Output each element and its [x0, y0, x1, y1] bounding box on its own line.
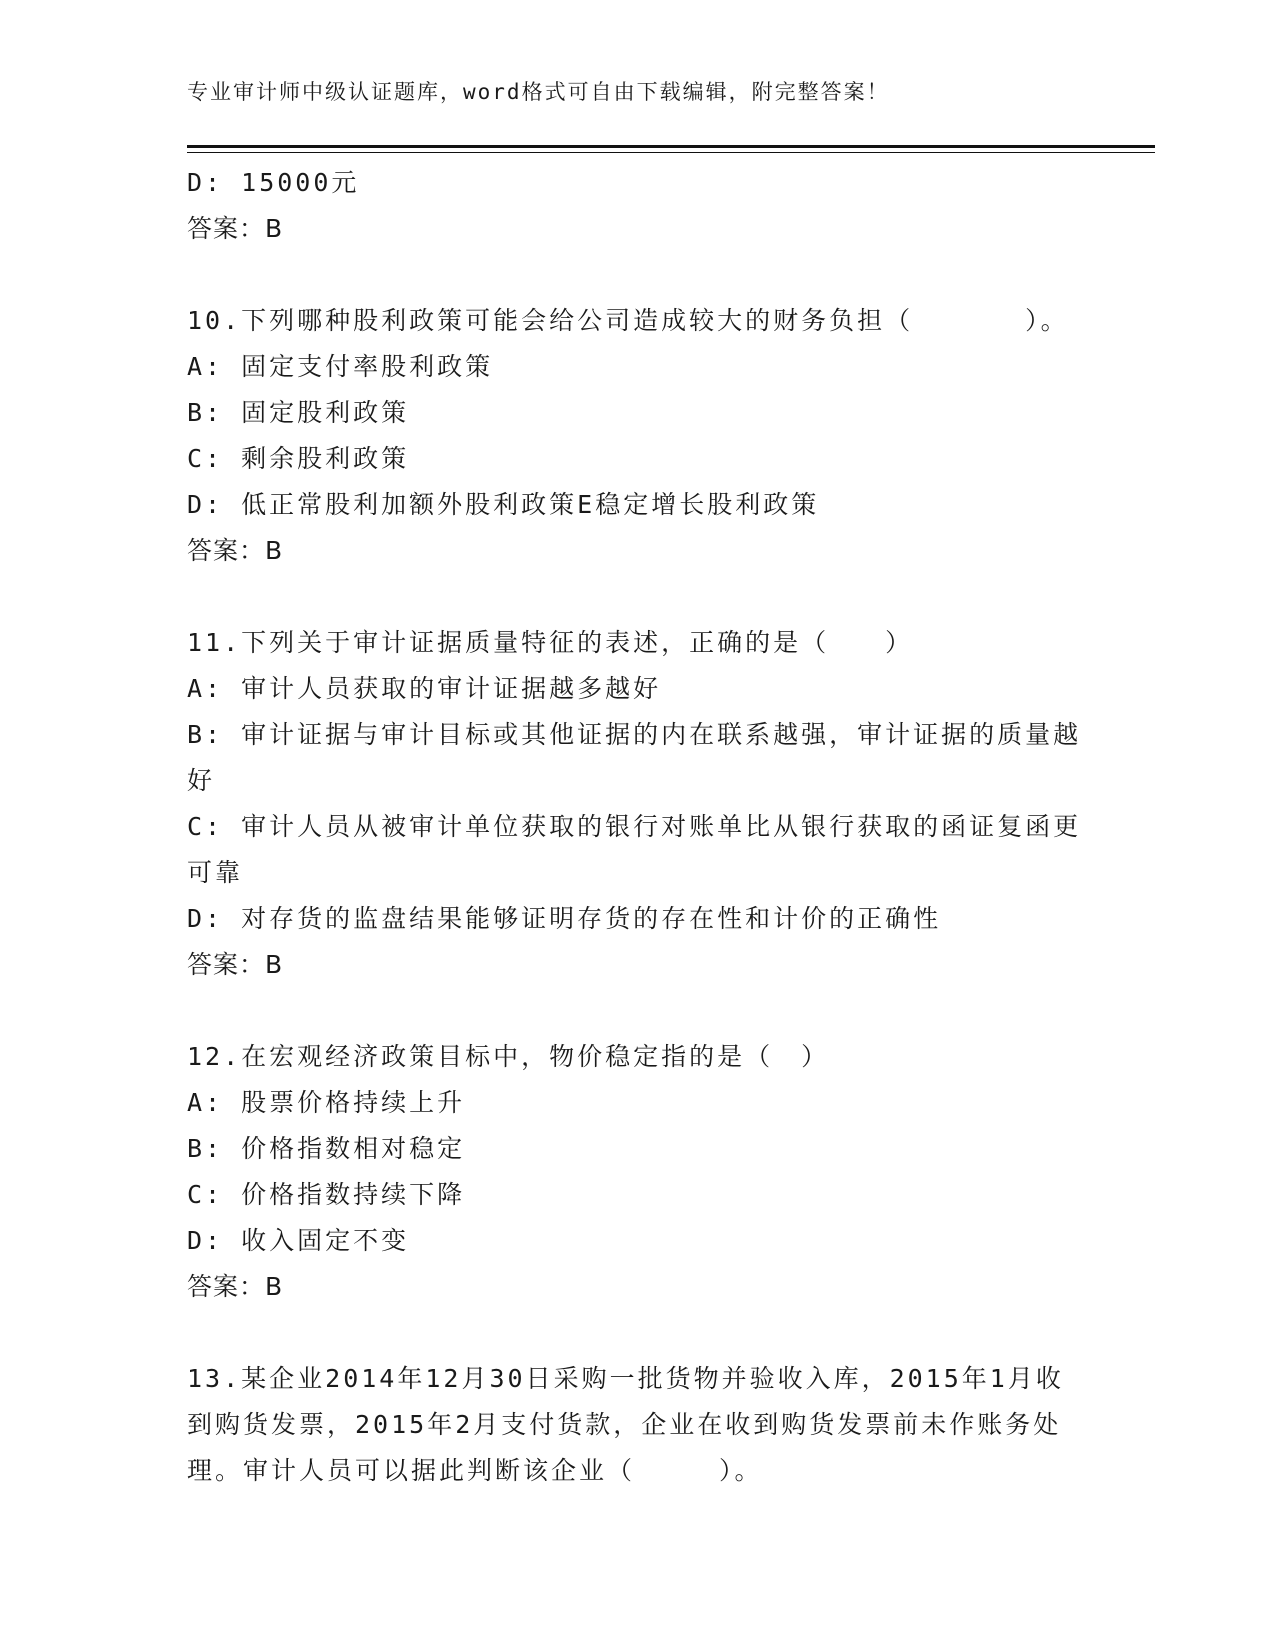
prev-option-d: D: 15000元	[187, 168, 360, 197]
question-stem: 12.在宏观经济政策目标中，物价稳定指的是（ ）	[187, 1042, 830, 1071]
option-d: D: 对存货的监盘结果能够证明存货的存在性和计价的正确性	[187, 904, 942, 933]
answer: 答案：B	[187, 950, 284, 979]
spacer	[187, 252, 1087, 298]
option-c: C: 价格指数持续下降	[187, 1180, 466, 1209]
option-a: A: 股票价格持续上升	[187, 1088, 466, 1117]
option-c: C: 审计人员从被审计单位获取的银行对账单比从银行获取的函证复函更可靠	[187, 812, 1082, 887]
spacer	[187, 988, 1087, 1034]
question-12	[187, 1034, 1087, 1310]
question-11	[187, 620, 1087, 988]
question-stem: 11.下列关于审计证据质量特征的表述，正确的是（ ）	[187, 628, 914, 657]
spacer	[187, 574, 1087, 620]
option-b: B: 审计证据与审计目标或其他证据的内在联系越强，审计证据的质量越好	[187, 720, 1082, 795]
question-stem: 10.下列哪种股利政策可能会给公司造成较大的财务负担（ ）。	[187, 306, 1069, 335]
question-13	[187, 1356, 1087, 1494]
option-b: B: 价格指数相对稳定	[187, 1134, 466, 1163]
page-header: 专业审计师中级认证题库，word格式可自由下载编辑，附完整答案！	[187, 80, 890, 104]
question-stem: 13.某企业2014年12月30日采购一批货物并验收入库，2015年1月收到购货发票，2015年2月支付货款，企业在收到购货发票前未作账务处理。审计人员可以据此判断该企业（ ）。	[187, 1364, 1064, 1485]
answer: 答案：B	[187, 536, 284, 565]
question-10	[187, 298, 1087, 574]
option-a: A: 固定支付率股利政策	[187, 352, 494, 381]
prev-answer: 答案：B	[187, 214, 284, 243]
document-body	[187, 160, 1087, 1494]
option-c: C: 剩余股利政策	[187, 444, 410, 473]
answer: 答案：B	[187, 1272, 284, 1301]
option-d: D: 收入固定不变	[187, 1226, 410, 1255]
option-d: D: 低正常股利加额外股利政策E稳定增长股利政策	[187, 490, 820, 519]
option-b: B: 固定股利政策	[187, 398, 410, 427]
header-divider-thin	[187, 152, 1155, 153]
spacer	[187, 1310, 1087, 1356]
header-divider-thick	[187, 145, 1155, 148]
option-a: A: 审计人员获取的审计证据越多越好	[187, 674, 662, 703]
